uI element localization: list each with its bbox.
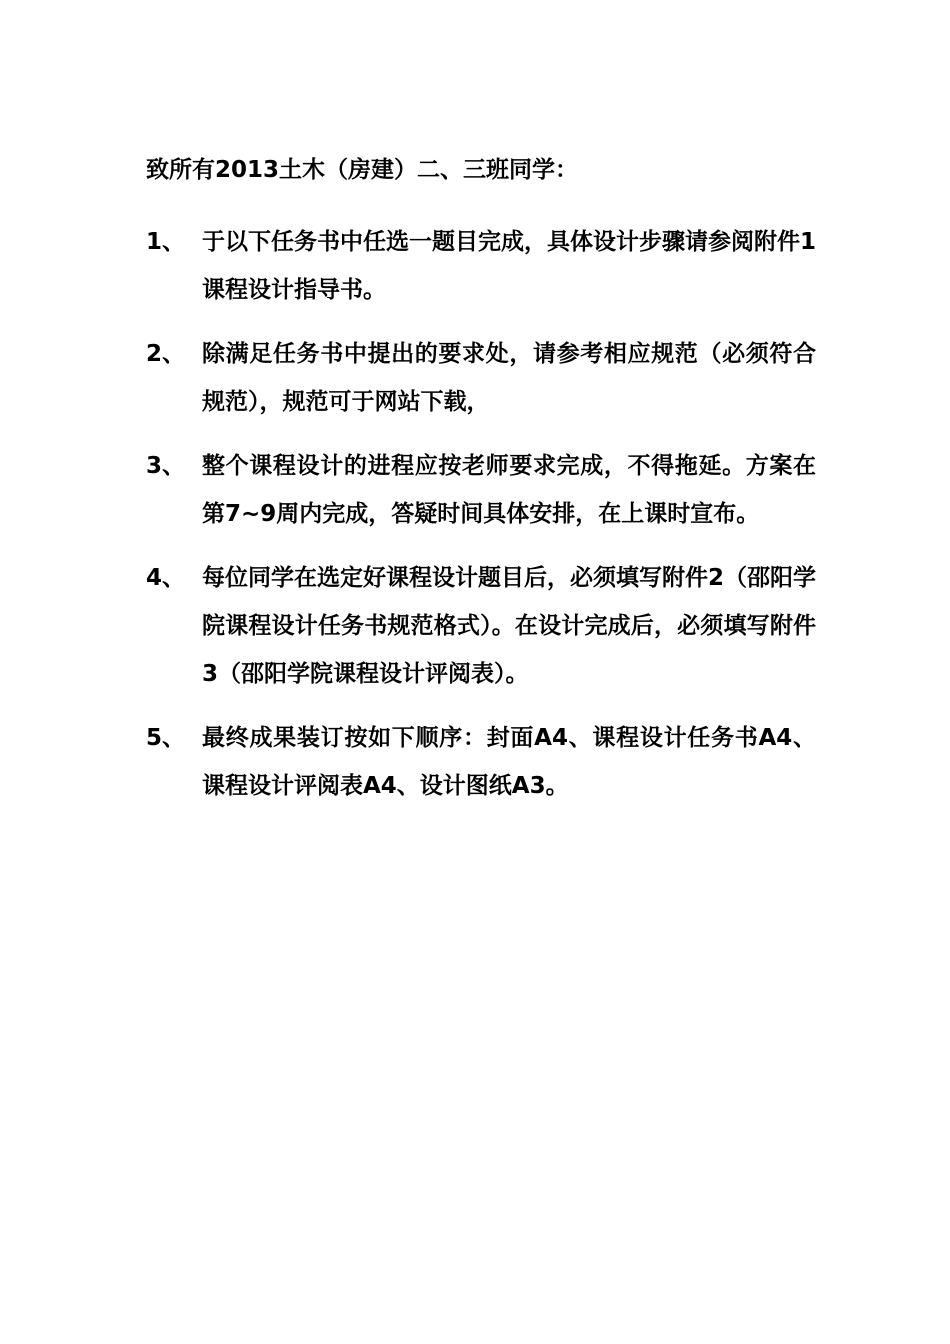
salutation: 致所有2013土木（房建）二、三班同学： (146, 157, 579, 183)
list-item-text: 除满足任务书中提出的要求处，请参考相应规范（必须符合规范），规范可于网站下载， (202, 341, 816, 415)
list-item (146, 442, 816, 538)
list-item-number: 4、 (146, 565, 186, 591)
list-item-text: 于以下任务书中任选一题目完成，具体设计步骤请参阅附件1课程设计指导书。 (202, 229, 817, 303)
list-item-text: 整个课程设计的进程应按老师要求完成，不得拖延。方案在第7~9周内完成，答疑时间具体安排，在上课时宣布。 (202, 453, 816, 527)
list-item-number: 2、 (146, 341, 186, 367)
list-item-text: 每位同学在选定好课程设计题目后，必须填写附件2（邵阳学院课程设计任务书规范格式）。在设计完成后，必须填写附件3（邵阳学院课程设计评阅表）。 (202, 565, 817, 687)
list-item-number: 3、 (146, 453, 186, 479)
list-item (146, 714, 816, 810)
list-item (146, 554, 816, 698)
list-item-number: 5、 (146, 725, 186, 751)
list-item (146, 218, 816, 314)
list-item-number: 1、 (146, 229, 186, 255)
instruction-list (146, 218, 816, 826)
list-item (146, 330, 816, 426)
list-item-text: 最终成果装订按如下顺序：封面A4、课程设计任务书A4、课程设计评阅表A4、设计图纸A3。 (202, 725, 816, 799)
